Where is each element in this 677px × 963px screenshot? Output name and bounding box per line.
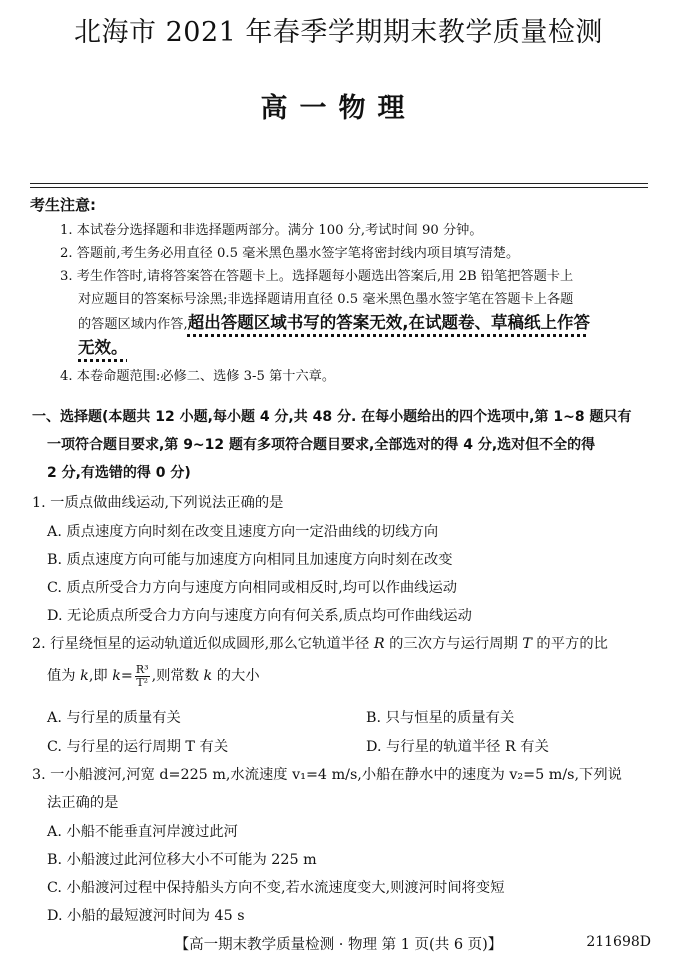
question-2-option-a: A. 与行星的质量有关 bbox=[47, 710, 181, 726]
question-2-option-d: D. 与行星的轨道半径 R 有关 bbox=[366, 739, 549, 755]
question-3-option-d: D. 小船的最短渡河时间为 45 s bbox=[47, 908, 245, 924]
notice-item-4: 4. 本卷命题范围:必修二、选修 3-5 第十六章。 bbox=[60, 369, 336, 384]
notice-item-1: 1. 本试卷分选择题和非选择题两部分。满分 100 分,考试时间 90 分钟。 bbox=[60, 223, 483, 238]
section-heading-line-3: 2 分,有选错的得 0 分) bbox=[47, 465, 191, 481]
question-1-option-d: D. 无论质点所受合力方向与速度方向有何关系,质点均可作曲线运动 bbox=[47, 608, 472, 624]
question-2-line2-part-d: 的大小 bbox=[212, 668, 260, 685]
notice-emphasis-end: 无效。 bbox=[78, 338, 128, 357]
question-3-stem: 3. 一小船渡河,河宽 d=225 m,水流速度 v₁=4 m/s,小船在静水中的速度为 v₂=5 m/s,下列说 bbox=[32, 767, 622, 783]
question-3-option-b: B. 小船渡过此河位移大小不可能为 225 m bbox=[47, 852, 317, 868]
question-1-option-a: A. 质点速度方向时刻在改变且速度方向一定沿曲线的切线方向 bbox=[47, 524, 439, 540]
question-3-stem-line-2: 法正确的是 bbox=[47, 795, 119, 811]
exam-code: 211698D bbox=[586, 934, 651, 950]
question-3-option-a: A. 小船不能垂直河岸渡过此河 bbox=[47, 824, 238, 840]
notice-item-3-plain: 的答题区域内作答, bbox=[78, 317, 188, 332]
fraction-numerator: R³ bbox=[135, 663, 149, 676]
question-2-var-k-eq: k bbox=[112, 668, 121, 685]
notice-item-3-line-1: 3. 考生作答时,请将答案答在答题卡上。选择题每小题选出答案后,用 2B 铅笔把答题卡上 bbox=[60, 269, 574, 284]
question-2-line2-part-a: 值为 bbox=[47, 668, 81, 685]
section-heading-line-1: 一、选择题(本题共 12 小题,每小题 4 分,共 48 分. 在每小题给出的四个选项中,第 1~8 题只有 bbox=[32, 409, 632, 425]
question-2-stem-part-c: 的平方的比 bbox=[531, 636, 608, 652]
question-1-option-b: B. 质点速度方向可能与加速度方向相同且加速度方向时刻在改变 bbox=[47, 552, 453, 568]
notice-item-3-line-2: 对应题目的答案标号涂黑;非选择题请用直径 0.5 毫米黑色墨水签字笔在答题卡上各题 bbox=[78, 292, 574, 307]
question-1-stem: 1. 一质点做曲线运动,下列说法正确的是 bbox=[32, 495, 284, 511]
question-2-line2-part-b: ,即 bbox=[88, 668, 113, 685]
notice-item-3-line-4 bbox=[78, 334, 128, 358]
question-2-var-k: k bbox=[80, 668, 89, 685]
question-2-var-k-end: k bbox=[203, 668, 213, 685]
question-3-option-c: C. 小船渡河过程中保持船头方向不变,若水流速度变大,则渡河时间将变短 bbox=[47, 880, 505, 896]
page-footer: 【高一期末教学质量检测 · 物理 第 1 页(共 6 页)】 bbox=[174, 937, 503, 953]
fraction-denominator: T² bbox=[136, 675, 149, 689]
notice-item-3-line-3 bbox=[78, 309, 590, 333]
notice-heading: 考生注意: bbox=[30, 196, 96, 214]
question-2-fraction bbox=[135, 664, 150, 688]
question-2-line2-part-c: ,则常数 bbox=[151, 668, 204, 685]
question-2-var-t: T bbox=[522, 636, 532, 652]
subject-title: 高一物理 bbox=[260, 93, 417, 124]
question-2-stem-part-b: 的三次方与运行周期 bbox=[384, 636, 523, 652]
question-1-option-c: C. 质点所受合力方向与速度方向相同或相反时,均可以作曲线运动 bbox=[47, 580, 458, 596]
section-heading-line-2: 一项符合题目要求,第 9~12 题有多项符合题目要求,全部选对的得 4 分,选对但不全的得 bbox=[47, 437, 596, 453]
question-2-var-r: R bbox=[373, 636, 385, 652]
divider-top bbox=[30, 183, 648, 184]
question-2-stem-line-2 bbox=[47, 664, 260, 688]
notice-emphasis-text: 超出答题区域书写的答案无效,在试题卷、草稿纸上作答 bbox=[187, 313, 590, 332]
question-2-option-c: C. 与行星的运行周期 T 有关 bbox=[47, 739, 229, 755]
question-2-option-b: B. 只与恒星的质量有关 bbox=[366, 710, 515, 726]
divider-bottom bbox=[30, 187, 648, 188]
notice-item-2: 2. 答题前,考生务必用直径 0.5 毫米黑色墨水签字笔将密封线内项目填写清楚。 bbox=[60, 246, 520, 261]
question-2-stem bbox=[32, 633, 608, 653]
question-2-equals: = bbox=[120, 668, 133, 685]
question-2-stem-part-a: 2. 行星绕恒星的运动轨道近似成圆形,那么它轨道半径 bbox=[32, 636, 374, 652]
exam-title: 北海市 2021 年春季学期期末教学质量检测 bbox=[74, 17, 603, 48]
